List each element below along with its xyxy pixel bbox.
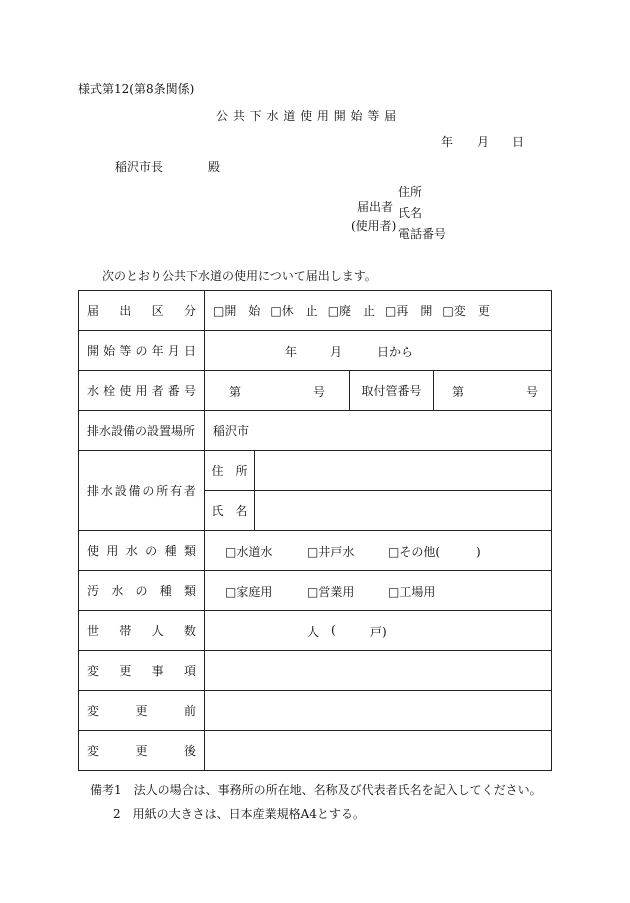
applicant-address-label: 住所 <box>398 185 423 199</box>
drain-location-label: 排水設備の設置場所 <box>79 411 205 451</box>
pipe-value[interactable] <box>434 371 552 411</box>
sewage-type-label-text: 汚 水 の 種 類 <box>87 584 196 598</box>
hydrant-suffix: 号 <box>313 385 326 399</box>
start-date-month: 月 <box>330 345 343 359</box>
sewage-option-business[interactable]: □営業用 <box>307 585 355 599</box>
water-type-label-text: 使 用 水 の 種 類 <box>87 544 196 558</box>
water-option-well[interactable]: □井戸水 <box>307 545 355 559</box>
option-start[interactable]: □開 始 <box>213 304 261 318</box>
applicant-label: 届出者 <box>357 200 394 214</box>
household-people: 人 <box>307 625 320 639</box>
before-value[interactable] <box>205 691 552 731</box>
form-title: 公 共 下 水 道 使 用 開 始 等 届 <box>216 109 397 123</box>
change-item-label-text: 変 更 事 項 <box>87 664 196 678</box>
row-start-date <box>79 331 552 371</box>
household-label-text: 世 帯 人 数 <box>87 624 196 638</box>
pipe-prefix: 第 <box>452 385 465 399</box>
pipe-suffix: 号 <box>526 385 539 399</box>
after-label <box>79 731 205 771</box>
owner-address-label: 住 所 <box>205 451 255 491</box>
row-category <box>79 291 552 331</box>
drain-location-value[interactable]: 稲沢市 <box>205 411 552 451</box>
start-date-value[interactable] <box>205 331 552 371</box>
category-label-text: 届 出 区 分 <box>87 304 196 318</box>
applicant-name-label: 氏名 <box>398 206 423 220</box>
water-option-tap[interactable]: □水道水 <box>225 545 273 559</box>
addressee: 稲沢市長 <box>115 160 164 174</box>
before-label-text: 変 更 前 <box>87 704 196 718</box>
after-label-text: 変 更 後 <box>87 744 196 758</box>
option-change[interactable]: □変 更 <box>442 304 490 318</box>
date-year: 年 <box>441 135 454 149</box>
row-household <box>79 611 552 651</box>
household-value[interactable] <box>205 611 552 651</box>
hydrant-label <box>79 371 205 411</box>
note-1: 備考1 法人の場合は、事務所の所在地、名称及び代表者氏名を記入してください。 <box>90 783 542 797</box>
change-item-label <box>79 651 205 691</box>
row-before <box>79 691 552 731</box>
applicant-label-user: (使用者) <box>351 219 397 233</box>
water-type-label <box>79 531 205 571</box>
row-drain-owner-address <box>79 451 552 491</box>
honorific: 殿 <box>208 160 221 174</box>
water-type-options <box>205 531 552 571</box>
household-paren: ( <box>331 623 336 637</box>
drain-owner-label-text: 排 水 設 備 の 所 有 者 <box>87 484 196 498</box>
hydrant-prefix: 第 <box>229 385 242 399</box>
row-after <box>79 731 552 771</box>
sewage-type-label <box>79 571 205 611</box>
owner-name-value[interactable] <box>255 491 552 531</box>
water-option-other[interactable]: □その他( ) <box>388 545 481 559</box>
start-date-label-text: 開 始 等 の 年 月 日 <box>87 344 196 358</box>
sewage-option-factory[interactable]: □工場用 <box>388 585 436 599</box>
row-hydrant <box>79 371 552 411</box>
before-label <box>79 691 205 731</box>
row-drain-location <box>79 411 552 451</box>
form-number: 様式第12(第8条関係) <box>78 82 195 96</box>
sewage-type-options <box>205 571 552 611</box>
household-units: 戸) <box>370 625 387 639</box>
application-table <box>78 290 552 771</box>
row-change-item <box>79 651 552 691</box>
after-value[interactable] <box>205 731 552 771</box>
category-label <box>79 291 205 331</box>
start-date-label <box>79 331 205 371</box>
start-date-year: 年 <box>285 345 298 359</box>
drain-owner-label <box>79 451 205 531</box>
household-label <box>79 611 205 651</box>
row-water-type <box>79 531 552 571</box>
intro-text: 次のとおり公共下水道の使用について届出します。 <box>102 269 377 283</box>
hydrant-label-text: 水 栓 使 用 者 番 号 <box>87 384 196 398</box>
owner-address-value[interactable] <box>255 451 552 491</box>
option-abolish[interactable]: □廃 止 <box>327 304 376 318</box>
pipe-label: 取付管番号 <box>350 371 434 411</box>
date-day: 日 <box>512 135 525 149</box>
option-suspend[interactable]: □休 止 <box>270 304 318 318</box>
start-date-day: 日から <box>377 345 414 359</box>
sewage-option-home[interactable]: □家庭用 <box>225 585 273 599</box>
row-sewage-type <box>79 571 552 611</box>
applicant-phone-label: 電話番号 <box>398 227 447 241</box>
note-2: 2 用紙の大きさは、日本産業規格A4とする。 <box>113 807 365 821</box>
hydrant-value[interactable] <box>205 371 350 411</box>
change-item-value[interactable] <box>205 651 552 691</box>
option-resume[interactable]: □再 開 <box>385 304 433 318</box>
category-options <box>205 291 552 331</box>
date-month: 月 <box>477 135 490 149</box>
owner-name-label: 氏 名 <box>205 491 255 531</box>
